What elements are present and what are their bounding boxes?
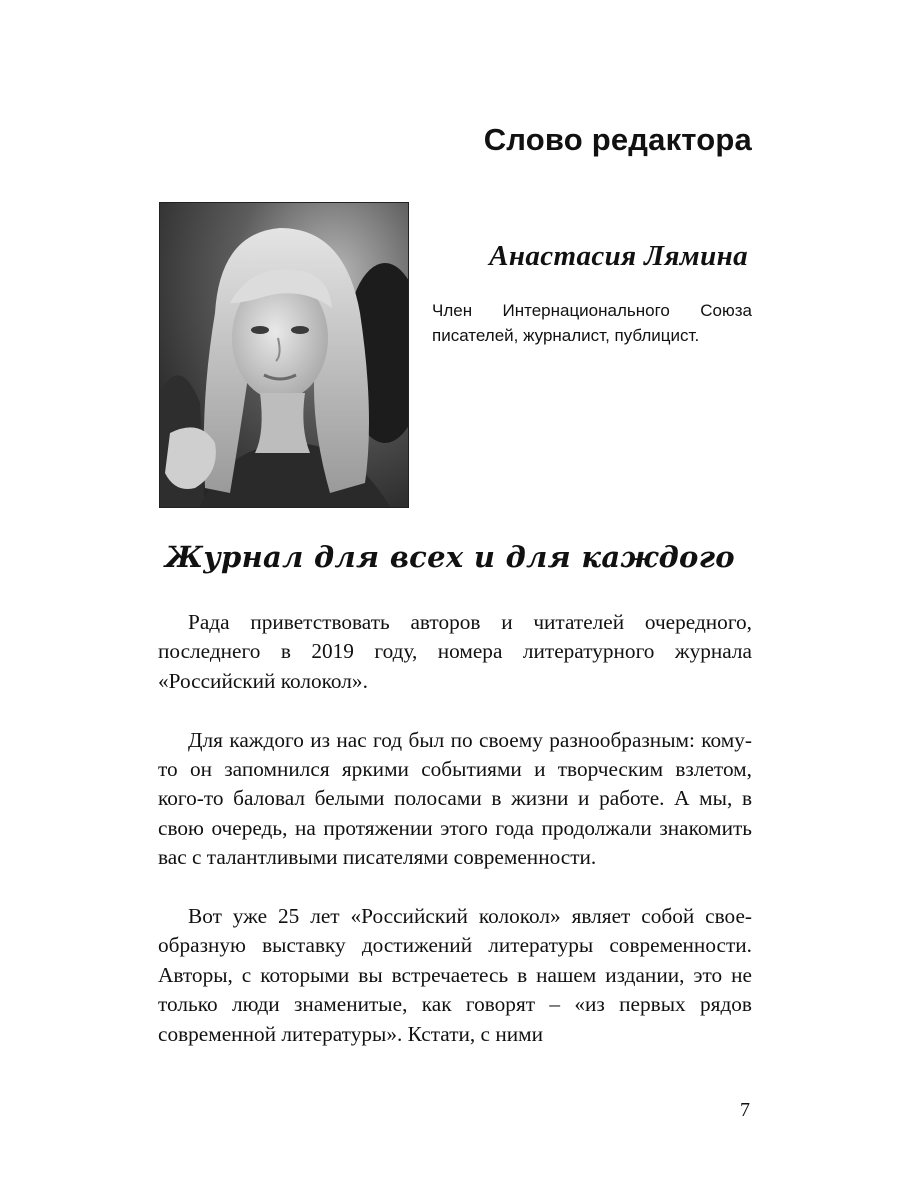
author-portrait	[159, 202, 409, 508]
author-name: Анастасия Лямина	[489, 240, 748, 272]
page-number: 7	[740, 1099, 750, 1121]
paragraph: Рада приветствовать авторов и читателей очередного, последнего в 2019 году, номера литературного журнала «Российский колокол».	[158, 610, 752, 693]
article-body	[158, 608, 752, 1078]
paragraph: Вот уже 25 лет «Российский колокол» являет собой своеобразную выставку достижений литературы современности. Авторы, с которыми вы встречаетесь в нашем издании, это не только люди знаменитые, как говорят – «из первых рядов современной литературы». Кстати, с ними	[158, 904, 752, 1046]
section-heading: Слово редактора	[483, 122, 752, 157]
article-title: Журнал для всех и для каждого	[165, 540, 735, 574]
paragraph: Для каждого из нас год был по своему разнообразным: кому-то он запомнился яркими событиями и творческим взлетом, кого-то баловал белыми полосами в жизни и работе. А мы, в свою очередь, на протяжении этого года продолжали знакомить вас с талантливыми писателями современности.	[158, 727, 752, 870]
author-bio: Член Интернационального Союза писателей, журналист, публицист.	[432, 301, 752, 345]
